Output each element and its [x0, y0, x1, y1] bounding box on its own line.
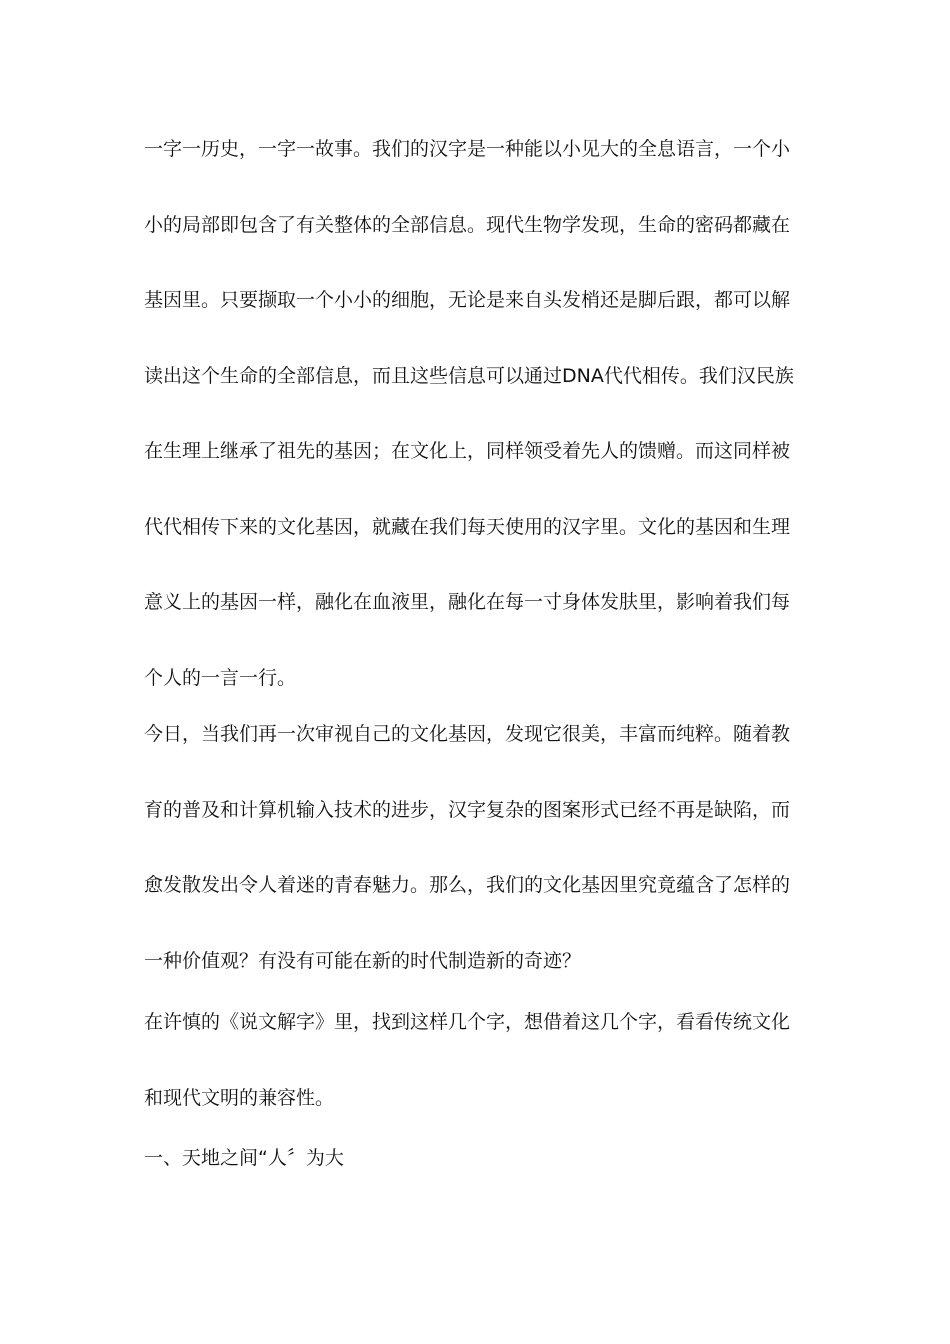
- paragraph-line: 个人的一言一行。: [144, 666, 297, 689]
- paragraph-line: 小的局部即包含了有关整体的全部信息。现代生物学发现，生命的密码都藏在: [144, 213, 791, 236]
- section-heading: [144, 1145, 806, 1172]
- paragraph-line: 意义上的基因一样，融化在血液里，融化在每一寸身体发肤里，影响着我们每: [144, 591, 791, 613]
- paragraph-line: 一种价值观？有没有可能在新的时代制造新的奇迹？: [144, 949, 582, 972]
- paragraph-shuowen-jiezi: [144, 1009, 806, 1112]
- paragraph-line: 在许慎的《说文解字》里，找到这样几个字，想借着这几个字，看看传统文化: [144, 1011, 791, 1033]
- paragraph-line: 和现代文明的兼容性。: [144, 1086, 335, 1109]
- paragraph-line: 育的普及和计算机输入技术的进步，汉字复杂的图案形式已经不再是缺陷，而: [144, 798, 791, 821]
- paragraph-cultural-genes: [144, 721, 806, 975]
- paragraph-line: 在生理上继承了祖先的基因；在文化上，同样领受着先人的馈赠。而这同样被: [144, 440, 791, 462]
- paragraph-line: 一字一历史，一字一故事。我们的汉字是一种能以小见大的全息语言，一个小: [144, 138, 791, 160]
- paragraph-line: 今日，当我们再一次审视自己的文化基因，发现它很美，丰富而纯粹。随着教: [144, 723, 791, 745]
- paragraph-line: 代代相传下来的文化基因，就藏在我们每天使用的汉字里。文化的基因和生理: [144, 515, 791, 538]
- paragraph-line: 读出这个生命的全部信息，而且这些信息可以通过DNA代代相传。我们汉民族: [144, 364, 794, 387]
- paragraph-chinese-characters-history: [144, 136, 806, 692]
- paragraph-line: 愈发散发出令人着迷的青春魅力。那么，我们的文化基因里究竟蕴含了怎样的: [144, 874, 791, 896]
- paragraph-line: 基因里。只要撷取一个小小的细胞，无论是来自头发梢还是脚后跟，都可以解: [144, 289, 791, 311]
- section-heading-text: 一、天地之间“人〞为大: [144, 1147, 344, 1169]
